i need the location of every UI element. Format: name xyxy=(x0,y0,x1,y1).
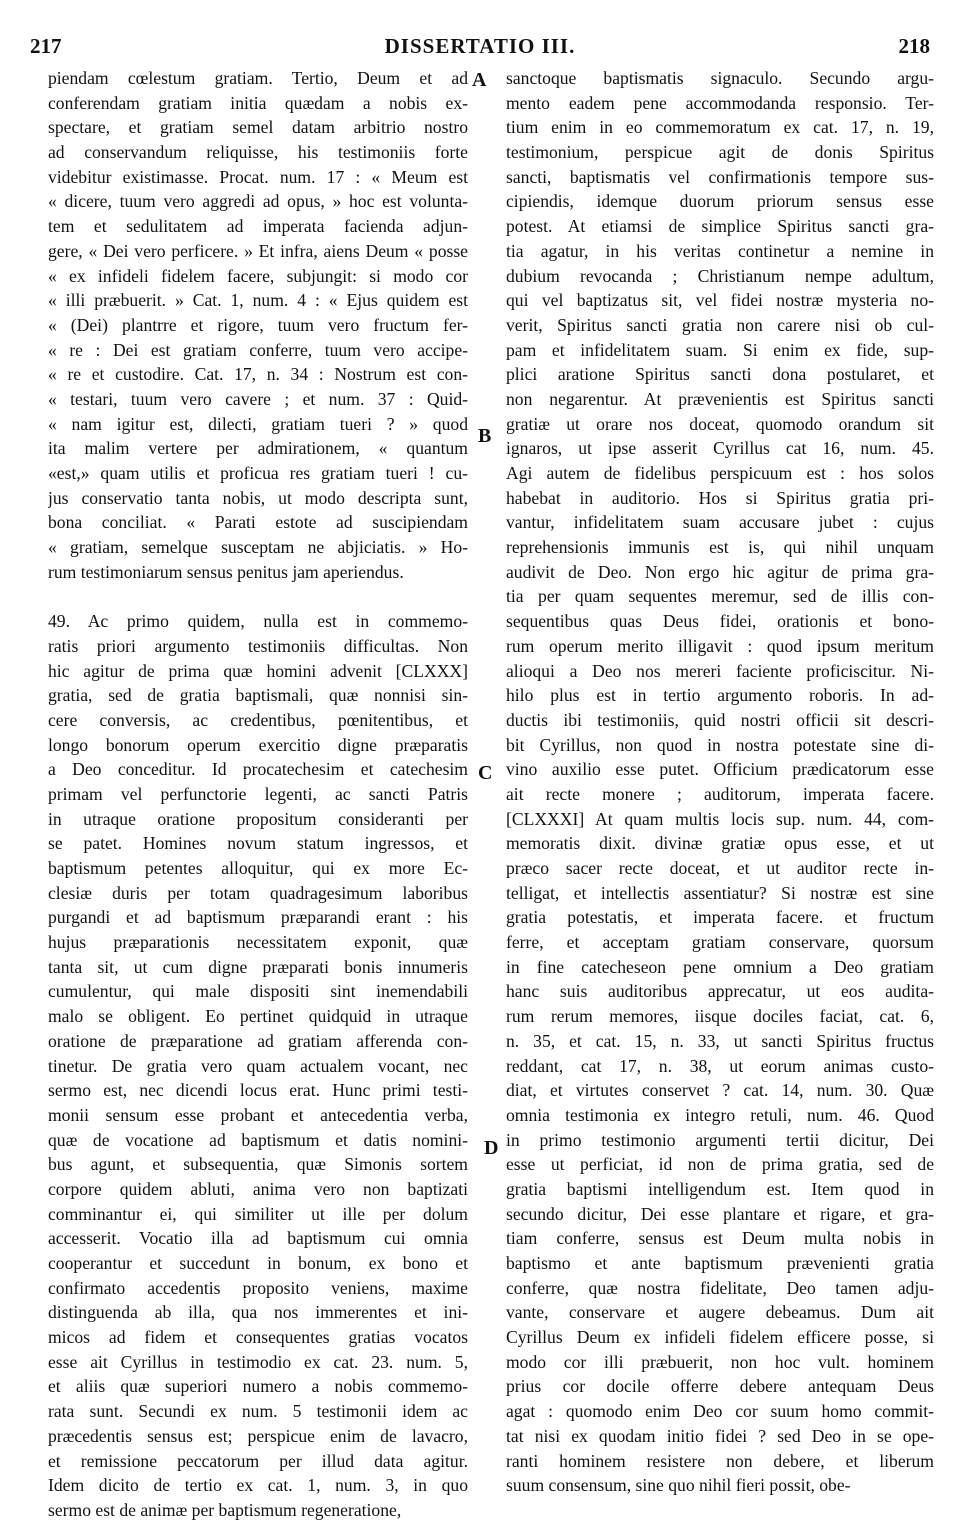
text-line: vantur, infidelitatem suam accusare jubet : cujus xyxy=(506,512,934,533)
text-line: jus conservatio tanta nobis, ut modo descripta sunt, xyxy=(48,487,468,508)
text-line: conferendam gratiam initia quædam a nobis ex- xyxy=(48,92,468,113)
text-line: tanta sit, ut cum digne præparati bonis innumeris xyxy=(48,956,468,977)
text-line: mento eadem pene accommodanda responsio. Ter- xyxy=(506,92,934,113)
text-line: clesiæ duris per totam quadragesimum laboribus xyxy=(48,882,468,903)
text-line: Idem dicito de tertio ex cat. 1, num. 3, in quo xyxy=(48,1475,468,1496)
text-line: sermo est de animæ per baptismum regeneratione, xyxy=(48,1499,402,1520)
text-line: vino auxilio esse putet. Officium prædicatorum esse xyxy=(506,759,934,780)
text-line: cere conversis, ac credentibus, pœnitentibus, et xyxy=(48,709,468,730)
text-line: « nam igitur est, dilecti, gratiam tueri ? » quod xyxy=(48,413,468,434)
text-line: sequentibus quas Deus fidei, orationis et bono- xyxy=(506,611,934,632)
right-page-number: 218 xyxy=(898,34,930,58)
text-line: in utraque oratione propositum consideranti per xyxy=(48,808,468,829)
text-line: ita malim vertere per admirationem, « quantum xyxy=(48,438,468,459)
text-line: qui vel baptizatus sit, vel fidei nostræ mysteria no- xyxy=(506,290,934,311)
text-line: videbitur existimasse. Procat. num. 17 : « Meum est xyxy=(48,166,468,187)
text-line: bit Cyrillus, non quod in nostra potestate sine di- xyxy=(506,734,934,755)
text-line: rum testimoniarum sensus penitus jam aperiendus. xyxy=(48,561,404,582)
text-line: vante, conservare et augere debeamus. Dum ait xyxy=(506,1302,934,1323)
text-line: a Deo conceditur. Id procatechesim et catechesim xyxy=(48,759,468,780)
text-line: « gratiam, semelque susceptam ne abjiciatis. » Ho- xyxy=(48,537,468,558)
text-line: distinguenda ab illa, qua nos immerentes et ini- xyxy=(48,1302,468,1323)
text-line: « re et custodire. Cat. 17, n. 34 : Nostrum est con- xyxy=(48,364,468,385)
text-line: tia per quam sequentes meremur, sed de illis con- xyxy=(506,586,934,607)
text-line: [CLXXXI] At quam multis locis sup. num. 44, com- xyxy=(506,808,934,829)
text-line: memoratis dixit. divinæ gratiæ opus esse, et ut xyxy=(506,833,934,854)
text-line: non negarentur. At prævenientis est Spiritus sancti xyxy=(506,388,934,409)
right-column xyxy=(506,66,934,1498)
text-line: micos ad fidem et consequentes gratias vocatos xyxy=(48,1327,468,1348)
text-line: suum consensum, sine quo nihil fieri possit, obe- xyxy=(506,1475,851,1496)
text-line: tia agatur, in his veritas continetur a nemine in xyxy=(506,240,934,261)
left-page-number: 217 xyxy=(30,34,62,58)
text-line: rata sunt. Secundi ex num. 5 testimonii idem ac xyxy=(48,1401,468,1422)
text-line: gratia baptismi intelligendum est. Item quod in xyxy=(506,1178,934,1199)
text-line: bus agunt, et subsequentia, quæ Simonis sortem xyxy=(48,1154,468,1175)
text-line: « (Dei) plantrre et rigore, tuum vero fructum fer- xyxy=(48,314,468,335)
text-line: rum operum merito illigavit : quod ipsum meritum xyxy=(506,635,934,656)
text-line: 49. Ac primo quidem, nulla est in commemo- xyxy=(48,611,468,632)
text-line: « testari, tuum vero cavere ; et num. 37 : Quid- xyxy=(48,388,468,409)
text-line: baptismo et ante baptismum prævenienti gratia xyxy=(506,1253,934,1273)
text-line: ignaros, ut ipse asserit Cyrillus cat 16, num. 45. xyxy=(506,438,934,459)
text-line: verit, Spiritus sancti gratia non carere nisi ob cul- xyxy=(506,314,934,335)
text-line: testimonium, perspicue agit de donis Spiritus xyxy=(506,142,934,163)
text-line: se patet. Homines novum statum ingressos, et xyxy=(48,833,468,854)
text-line: gratiæ ut orare nos doceat, quomodo orandum sit xyxy=(506,413,934,434)
text-line: omnia testimonia ex integro retuli, num. 46. Quod xyxy=(506,1104,934,1125)
text-line: comminantur ei, qui similiter ut ille per dolum xyxy=(48,1203,468,1224)
text-line: habebat in auditorio. Hos si Spiritus gratia pri- xyxy=(506,487,934,508)
text-line: plici aratione Spiritus sancti dona postularet, et xyxy=(506,364,934,385)
text-line: reddant, cat 17, n. 38, ut eorum animas custo- xyxy=(506,1055,934,1076)
text-line: in primo testimonio argumenti tertii dicitur, Dei xyxy=(506,1129,934,1150)
text-line: longo bonorum operum exercitio digne præparatis xyxy=(48,734,468,755)
text-line: conferre, quæ nostra fidelitate, Deo tamen adju- xyxy=(506,1277,934,1298)
text-line: piendam cœlestum gratiam. Tertio, Deum et ad xyxy=(48,68,468,88)
text-line: confirmato accedentis proposito veniens, maxime xyxy=(48,1277,468,1298)
text-line: præcedentis sensus est; perspicue enim de lavacro, xyxy=(48,1425,468,1446)
margin-marker-a: A xyxy=(472,69,487,91)
margin-marker-c: C xyxy=(478,762,493,784)
text-line: ratis priori argumento testimoniis difficultas. Non xyxy=(48,635,468,656)
text-line: malo se obligent. Eo pertinet quidquid in utraque xyxy=(48,1006,468,1027)
text-line: tat nisi ex quodam initio fidei ? sed Deo in se ope- xyxy=(506,1425,934,1446)
text-line: ranti hominem resistere non debere, et liberum xyxy=(506,1450,934,1471)
text-line: oratione de præparatione ad gratiam afferenda con- xyxy=(48,1030,468,1051)
text-line: tiam conferre, sensus est Deum multa nobis in xyxy=(506,1228,934,1249)
text-line: baptismum petentes alloquitur, qui ex more Ec- xyxy=(48,858,468,878)
text-line: et remissione peccatorum per illud data agitur. xyxy=(48,1450,468,1471)
text-line: gere, « Dei vero perficere. » Et infra, aiens Deum « posse xyxy=(48,240,468,261)
text-line: esse ait Cyrillus in testimodio ex cat. 23. num. 5, xyxy=(48,1351,468,1372)
text-line: « illi præbuerit. » Cat. 1, num. 4 : « Ejus quidem est xyxy=(48,290,468,311)
text-line: secundo dicitur, Dei esse plantare et rigare, et gra- xyxy=(506,1203,934,1224)
text-line: alioqui a Deo nos mereri faciente proficiscitur. Ni- xyxy=(506,660,934,681)
text-line: « dicere, tuum vero aggredi ad opus, » hoc est volunta- xyxy=(48,191,468,212)
text-line: quæ de vocatione ad baptismum et datis nomini- xyxy=(48,1129,468,1150)
text-line: n. 35, et cat. 15, n. 33, ut sancti Spiritus fructus xyxy=(506,1030,934,1051)
text-line: tem et sedulitatem ad imperata facienda adjun- xyxy=(48,216,468,237)
text-line: gratia potestatis, et imperata facere. et fructum xyxy=(506,907,934,928)
text-line: primam vel perfunctorie legenti, ac sancti Patris xyxy=(48,783,468,804)
text-line: hanc suis auditoribus apprecatur, ut eos audita- xyxy=(506,981,934,1002)
text-line: præco sacer recte doceat, et ut auditor recte in- xyxy=(506,858,934,878)
text-line: cooperantur et succedunt in bonum, ex bono et xyxy=(48,1253,468,1273)
page-header xyxy=(30,34,930,64)
text-line: dubium revocanda ; Christianum nempe adultum, xyxy=(506,265,934,286)
text-line: tium enim in eo commemoratum ex cat. 17, n. 19, xyxy=(506,117,934,138)
text-line: ait recte monere ; auditorum, imperata facere. xyxy=(506,783,934,804)
text-line: Cyrillus Deum ex infideli fidelem efficere posse, si xyxy=(506,1327,934,1348)
text-line: « ex infideli fidelem facere, subjungit: si modo cor xyxy=(48,265,468,286)
text-line: cipiendis, idemque duorum priorum sensus esse xyxy=(506,191,934,212)
text-line xyxy=(48,584,468,609)
text-line: «est,» quam utilis et proficua res gratiam tueri ! cu- xyxy=(48,463,468,483)
text-line: hic agitur de prima quæ homini advenit [CLXXX] xyxy=(48,660,468,681)
text-line: prius cor docile offerre debere antequam Deus xyxy=(506,1376,934,1397)
text-line: sancti, baptismatis vel confirmationis tempore sus- xyxy=(506,166,934,187)
text-line: pam et infidelitatem suam. Si enim ex fide, sup- xyxy=(506,339,934,360)
text-line: reprehensionis immunis est is, qui nihil unquam xyxy=(506,537,934,558)
text-line: Agi autem de fidelibus perspicuum est : hos solos xyxy=(506,463,934,483)
text-line: monii sensum esse probant et antecedentia verba, xyxy=(48,1104,468,1125)
text-line: ferre, et acceptam gratiam conservare, quorsum xyxy=(506,932,934,953)
text-line: cumulentur, qui male dispositi sint inemendabili xyxy=(48,981,468,1002)
text-line: accesserit. Vocatio illa ad baptismum cui omnia xyxy=(48,1228,468,1249)
text-line: et aliis quæ superiori numero a nobis commemo- xyxy=(48,1376,468,1397)
text-line: potest. At etiamsi de simplice Spiritus sancti gra- xyxy=(506,216,934,237)
text-line: bona conciliat. « Parati estote ad suscipiendam xyxy=(48,512,468,533)
text-line: in fine catecheseon pene omnium a Deo gratiam xyxy=(506,956,934,977)
text-line: « re : Dei est gratiam conferre, tuum vero accipe- xyxy=(48,339,468,360)
text-line: agat : quomodo enim Deo cor suum homo commit- xyxy=(506,1401,934,1422)
text-line: ductis ibi testimoniis, quid nostri officii sit descri- xyxy=(506,709,934,730)
text-line: gratia, sed de gratia baptismali, quæ nonnisi sin- xyxy=(48,685,468,706)
text-line: corpore quidem abluti, anima vero non baptizati xyxy=(48,1178,468,1199)
left-column xyxy=(48,66,468,1523)
text-line: sermo est, nec dicendi locus erat. Hunc primi testi- xyxy=(48,1080,468,1101)
text-line: tinetur. De gratia vero quam actualem vocant, nec xyxy=(48,1055,468,1076)
text-line: rum rerum memores, iisque dociles faciat, cat. 6, xyxy=(506,1006,934,1027)
text-line: hujus præparationis necessitatem exponit, quæ xyxy=(48,932,468,953)
text-line: purgandi et ad baptismum præparandi erant : his xyxy=(48,907,468,928)
text-line: esse ut perficiat, id non de prima gratia, sed de xyxy=(506,1154,934,1175)
text-line: hilo plus est in tertio argumento roboris. In ad- xyxy=(506,685,934,706)
margin-marker-d: D xyxy=(484,1137,499,1159)
text-line: spectare, et gratiam semel datam arbitrio nostro xyxy=(48,117,468,138)
text-line: ad conservandum reliquisse, his testimoniis forte xyxy=(48,142,468,163)
text-line: diat, et virtutes conservet ? cat. 14, num. 30. Quæ xyxy=(506,1080,934,1101)
margin-marker-b: B xyxy=(478,425,492,447)
running-title: DISSERTATIO III. xyxy=(384,34,576,58)
text-line: modo cor illi præbuerit, non hoc vult. hominem xyxy=(506,1351,934,1372)
text-line: audivit de Deo. Non ergo hic agitur de prima gra- xyxy=(506,561,934,582)
text-line: sanctoque baptismatis signaculo. Secundo argu- xyxy=(506,68,934,88)
text-line: telligat, et intellectis assentiatur? Si nostræ est sine xyxy=(506,882,934,903)
